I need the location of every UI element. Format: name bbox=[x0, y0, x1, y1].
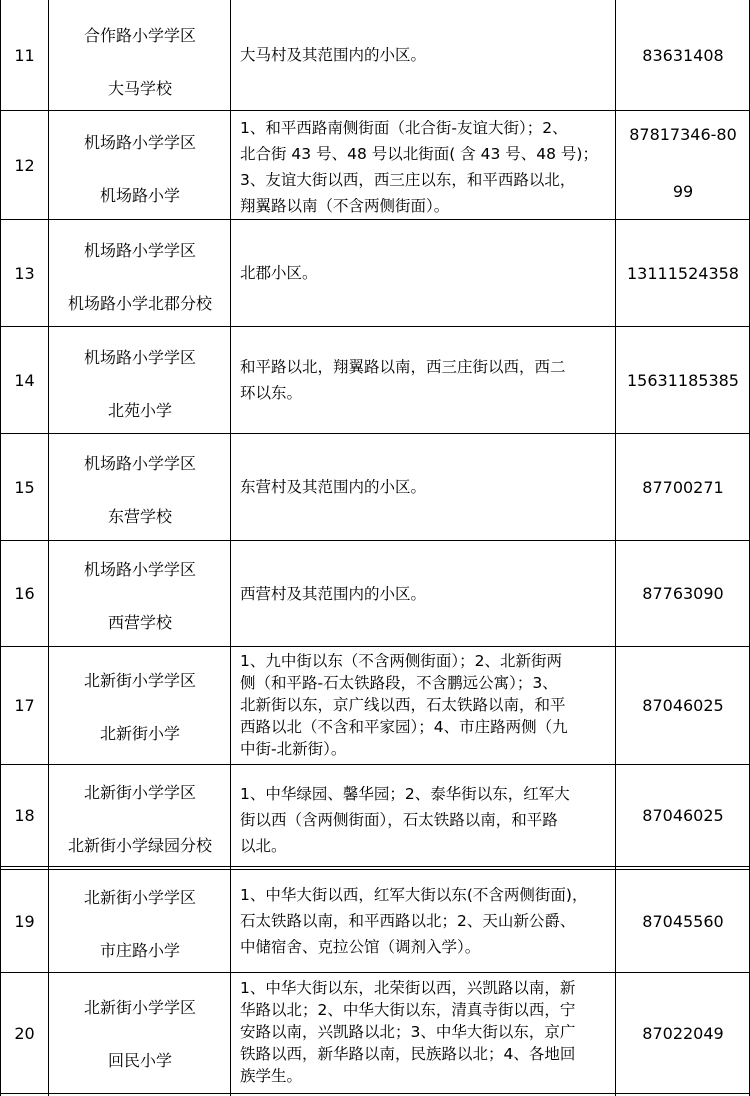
area-line: 街以西（含两侧街面），石太铁路以南，和平路 bbox=[240, 811, 558, 829]
school-name: 市庄路小学 bbox=[99, 941, 180, 960]
table-row bbox=[0, 327, 750, 433]
area-line: 1、九中街以东（不含两侧街面）；2、北新街两 bbox=[240, 652, 562, 670]
school-name: 机场路小学北郡分校 bbox=[67, 294, 212, 313]
district-name: 北新街小学学区 bbox=[83, 671, 196, 690]
district-name: 机场路小学学区 bbox=[83, 560, 196, 579]
area-line: 北合街 43 号、48 号以北街面( 含 43 号、48 号)； bbox=[240, 145, 598, 163]
school-cell bbox=[49, 973, 231, 1093]
school-name: 北苑小学 bbox=[107, 401, 172, 420]
table-row bbox=[0, 0, 750, 110]
table-row bbox=[0, 434, 750, 540]
district-name: 机场路小学学区 bbox=[83, 241, 196, 260]
table-row bbox=[0, 765, 750, 866]
area-line: 1、中华大街以东，北荣街以西，兴凯路以南，新 bbox=[240, 979, 576, 997]
row-number: 18 bbox=[14, 806, 35, 825]
row-divider bbox=[0, 1093, 750, 1094]
area-text: 东营村及其范围内的小区。 bbox=[240, 478, 427, 496]
area-line: 安路以南，兴凯路以北；3、中华大街以东，京广 bbox=[240, 1023, 576, 1041]
row-number: 12 bbox=[14, 155, 35, 175]
area-line: 以北。 bbox=[240, 837, 287, 855]
area-line: 1、和平西路南侧街面（北合街-友谊大街）；2、 bbox=[240, 119, 568, 137]
school-cell bbox=[49, 870, 231, 972]
area-text: 西营村及其范围内的小区。 bbox=[240, 584, 427, 603]
table-row bbox=[0, 973, 750, 1093]
district-name: 北新街小学学区 bbox=[83, 888, 196, 907]
district-name: 机场路小学学区 bbox=[83, 454, 196, 473]
district-name: 北新街小学学区 bbox=[83, 998, 196, 1017]
school-name: 北新街小学绿园分校 bbox=[67, 836, 212, 855]
table-row bbox=[0, 220, 750, 326]
table-row bbox=[0, 111, 750, 219]
table-row bbox=[0, 647, 750, 764]
area-line: 翔翼路以南（不含两侧街面）。 bbox=[240, 197, 450, 215]
row-number: 20 bbox=[14, 1023, 35, 1043]
school-cell bbox=[49, 541, 231, 646]
phone-number: 83631408 bbox=[642, 45, 724, 65]
district-name: 合作路小学学区 bbox=[83, 26, 196, 45]
district-name: 机场路小学学区 bbox=[83, 133, 196, 152]
phone-number bbox=[616, 111, 750, 219]
phone-number: 13111524358 bbox=[627, 263, 739, 283]
school-cell bbox=[49, 0, 231, 110]
row-number: 13 bbox=[14, 263, 35, 283]
school-name: 机场路小学 bbox=[99, 186, 180, 205]
phone-number: 87763090 bbox=[642, 584, 724, 603]
phone-number-part: 87817346-80 bbox=[629, 125, 737, 144]
school-name: 西营学校 bbox=[107, 613, 172, 632]
row-number: 16 bbox=[14, 584, 35, 603]
enrollment-area bbox=[231, 0, 616, 110]
area-text: 北郡小区。 bbox=[240, 264, 318, 282]
school-cell bbox=[49, 111, 231, 219]
school-name: 东营学校 bbox=[107, 507, 172, 526]
table-row bbox=[0, 541, 750, 646]
area-text: 大马村及其范围内的小区。 bbox=[240, 46, 427, 64]
area-line: 1、中华绿园、馨华园；2、泰华街以东，红军大 bbox=[240, 785, 570, 803]
area-line: 1、中华大街以西，红军大街以东(不含两侧街面)， bbox=[240, 886, 588, 904]
enrollment-area bbox=[231, 327, 616, 433]
enrollment-area bbox=[231, 647, 616, 764]
enrollment-area bbox=[231, 434, 616, 540]
school-name: 北新街小学 bbox=[99, 724, 180, 743]
phone-number: 87046025 bbox=[642, 696, 724, 715]
table-row bbox=[0, 870, 750, 972]
area-line: 和平路以北，翔翼路以南，西三庄街以西，西二 bbox=[240, 358, 566, 376]
phone-number: 15631185385 bbox=[627, 370, 739, 390]
phone-number: 87046025 bbox=[642, 806, 724, 825]
area-line: 华路以北；2、中华大街以东，清真寺街以西，宁 bbox=[240, 1001, 576, 1019]
enrollment-area bbox=[231, 541, 616, 646]
school-cell bbox=[49, 434, 231, 540]
enrollment-area bbox=[231, 111, 616, 219]
row-number: 19 bbox=[14, 911, 35, 931]
enrollment-area bbox=[231, 870, 616, 972]
row-number: 11 bbox=[14, 45, 35, 65]
enrollment-area bbox=[231, 973, 616, 1093]
district-name: 北新街小学学区 bbox=[83, 783, 196, 802]
enrollment-area bbox=[231, 220, 616, 326]
phone-number: 87045560 bbox=[642, 911, 724, 931]
school-cell bbox=[49, 647, 231, 764]
area-line: 石太铁路以南，和平西路以北；2、天山新公爵、 bbox=[240, 912, 576, 930]
phone-number: 87022049 bbox=[642, 1023, 724, 1043]
area-line: 3、友谊大街以西，西三庄以东，和平西路以北， bbox=[240, 171, 576, 189]
phone-number: 87700271 bbox=[642, 477, 724, 497]
area-line: 环以东。 bbox=[240, 384, 303, 402]
school-cell bbox=[49, 765, 231, 866]
row-number: 15 bbox=[14, 477, 35, 497]
phone-number-part: 99 bbox=[672, 182, 694, 201]
area-line: 铁路以西，新华路以南，民族路以北；4、各地回 bbox=[240, 1045, 576, 1063]
school-name: 大马学校 bbox=[107, 79, 172, 98]
row-number: 17 bbox=[14, 696, 35, 715]
row-number: 14 bbox=[14, 370, 35, 390]
school-cell bbox=[49, 220, 231, 326]
district-name: 机场路小学学区 bbox=[83, 348, 196, 367]
area-line: 北新街以东，京广线以西，石太铁路以南，和平 bbox=[240, 696, 566, 714]
area-line: 中街-北新街）。 bbox=[240, 740, 347, 758]
area-line: 侧（和平路-石太铁路段，不含鹏远公寓）；3、 bbox=[240, 674, 558, 692]
row-divider bbox=[0, 866, 750, 867]
school-cell bbox=[49, 327, 231, 433]
area-line: 西路以北（不含和平家园）；4、市庄路两侧（九 bbox=[240, 718, 568, 736]
school-name: 回民小学 bbox=[107, 1051, 172, 1070]
area-line: 族学生。 bbox=[240, 1067, 303, 1085]
enrollment-area bbox=[231, 765, 616, 866]
area-line: 中储宿舍、克拉公馆（调剂入学）。 bbox=[240, 938, 481, 956]
